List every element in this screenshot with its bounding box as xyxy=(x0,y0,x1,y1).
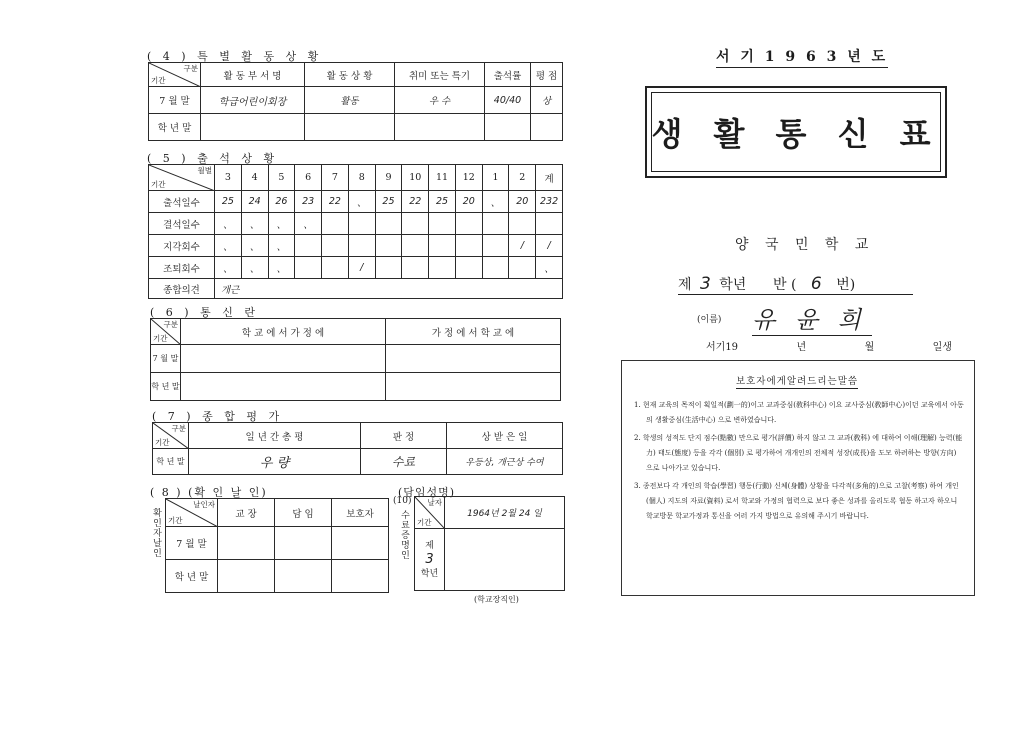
grade-suffix: 번) xyxy=(836,277,856,293)
s5-month: 11 xyxy=(429,165,456,191)
s4-header-attendance: 출석률 xyxy=(485,63,531,87)
s6-cell xyxy=(181,345,386,373)
s8-seal-cell xyxy=(275,527,332,560)
s5-cell: 25 xyxy=(375,191,402,213)
evaluation-table xyxy=(152,422,563,475)
s5-month: 10 xyxy=(402,165,429,191)
s5-cell xyxy=(429,213,456,235)
grade-line xyxy=(678,274,913,295)
s5-cell: 25 xyxy=(215,191,242,213)
completion-table xyxy=(414,496,565,591)
school-name: 양 국 민 학 교 xyxy=(735,237,875,253)
s5-cell-total: 232 xyxy=(536,191,563,213)
notice-item-3: 3. 종전보다 각 개인의 학습(學習) 행동(行動) 신체(身體) 상황을 다각적(多角的)으로 고찰(考察) 하여 개인(個人) 지도의 자료(資料) 로서 학교와 가정의 협력으로 보다 좋은 성과를 올리도록 협동 하고자 하오니 학교방문 학교가정과 통신을 여러 가지 방법으로 유의해 주시기 바랍니다. xyxy=(634,482,959,520)
s5-month: 6 xyxy=(295,165,322,191)
s4-header-status: 활 동 상 황 xyxy=(305,63,395,87)
s5-cell-total: / xyxy=(536,235,563,257)
s6-header-home: 가 정 에 서 학 교 에 xyxy=(386,319,561,345)
s10-num: (10) xyxy=(393,496,412,506)
grade-mid: 학년 반 ( xyxy=(719,277,797,293)
s5-row-label: 결석일수 xyxy=(149,213,215,235)
s5-cell xyxy=(455,257,482,279)
s4-corner: 구분 기간 xyxy=(149,63,201,87)
s5-cell xyxy=(429,257,456,279)
seal-table xyxy=(165,498,389,593)
s4-cell xyxy=(201,114,305,141)
s5-cell xyxy=(348,213,375,235)
s5-cell xyxy=(455,235,482,257)
s5-cell xyxy=(295,257,322,279)
s8-seal-cell xyxy=(332,527,389,560)
s5-row-label: 지각회수 xyxy=(149,235,215,257)
s10-corner: 날자 기간 xyxy=(415,497,445,529)
s5-cell: 、 xyxy=(241,213,268,235)
s5-cell xyxy=(322,257,349,279)
s5-cell: / xyxy=(509,235,536,257)
s10-grade-prefix: 제 xyxy=(425,540,434,551)
s5-cell xyxy=(482,257,509,279)
s5-cell: 、 xyxy=(241,235,268,257)
s5-summary-value: 개근 xyxy=(215,279,563,299)
s7-header-overall: 일 년 간 총 평 xyxy=(189,423,361,449)
s7-overall-value: 우 량 xyxy=(189,449,361,475)
s5-cell xyxy=(295,235,322,257)
s8-seal-cell xyxy=(332,560,389,593)
s5-cell: 、 xyxy=(295,213,322,235)
s8-seal-cell xyxy=(275,560,332,593)
s6-corner: 구분 기간 xyxy=(151,319,181,345)
s8-title: ( 8 ) (확 인 날 인) xyxy=(150,486,268,499)
s10-stamp-label: (학교장직인) xyxy=(474,595,519,604)
s5-cell xyxy=(375,235,402,257)
s8-header-teacher: 담 임 xyxy=(275,499,332,527)
grade-value: 3 xyxy=(699,274,711,294)
s5-summary-label: 종합의견 xyxy=(149,279,215,299)
s5-cell: 26 xyxy=(268,191,295,213)
s7-judgement-value: 수료 xyxy=(361,449,447,475)
s5-month: 8 xyxy=(348,165,375,191)
s5-month: 5 xyxy=(268,165,295,191)
notice-item-2: 2. 학생의 성적도 단지 점수(點數) 만으로 평가(評價) 하지 않고 그 교과(敎科) 에 대하여 이해(理解) 능력(能力) 태도(態度) 등을 각각 (個別) 로 평가하여 개개인의 전체적 성장(成長)을 도모 하려하는 방향(方向) 으로 나아가고 있습니다. xyxy=(634,434,963,472)
s4-cell xyxy=(531,114,563,141)
s5-cell: 22 xyxy=(322,191,349,213)
s6-cell xyxy=(181,373,386,401)
year-title: 서 기 1 9 6 3 년 도 xyxy=(716,46,888,68)
student-name: 유 윤 희 xyxy=(752,300,872,336)
s5-cell-total xyxy=(536,213,563,235)
s5-corner: 월별 기간 xyxy=(149,165,215,191)
s5-cell xyxy=(455,213,482,235)
title-frame xyxy=(645,86,947,178)
s5-cell xyxy=(375,213,402,235)
s5-cell: 、 xyxy=(215,257,242,279)
s5-month: 2 xyxy=(509,165,536,191)
s4-cell xyxy=(305,114,395,141)
s6-cell xyxy=(386,345,561,373)
s10-grade-suffix: 학년 xyxy=(420,568,439,579)
notice-box xyxy=(621,360,975,596)
s4-cell-attendance: 40/40 xyxy=(485,87,531,114)
s5-cell xyxy=(509,257,536,279)
s5-month: 9 xyxy=(375,165,402,191)
s5-cell xyxy=(348,235,375,257)
s5-month: 12 xyxy=(455,165,482,191)
s4-cell xyxy=(485,114,531,141)
s10-title: (담임성명) xyxy=(398,486,456,499)
s5-month: 3 xyxy=(215,165,242,191)
attendance-table xyxy=(148,164,563,299)
s6-row-label: 학 년 말 xyxy=(151,373,181,401)
birth-year: 년 xyxy=(796,342,807,353)
s4-row-label: 학 년 말 xyxy=(149,114,201,141)
class-number: 6 xyxy=(810,274,822,294)
s4-cell-status: 활동 xyxy=(305,87,395,114)
s5-month: 4 xyxy=(241,165,268,191)
s7-header-judgement: 판 정 xyxy=(361,423,447,449)
name-label: (이름) xyxy=(697,315,722,325)
s6-title: ( 6 ) 통 신 란 xyxy=(150,306,259,319)
s7-row-label: 학 년 말 xyxy=(153,449,189,475)
special-activities-table xyxy=(148,62,563,141)
s8-corner: 날인자 기간 xyxy=(166,499,218,527)
s4-cell xyxy=(395,114,485,141)
s6-row-label: 7 월 말 xyxy=(151,345,181,373)
s5-cell: 、 xyxy=(268,257,295,279)
s5-cell xyxy=(322,235,349,257)
s5-cell xyxy=(429,235,456,257)
s5-cell: 24 xyxy=(241,191,268,213)
birth-line xyxy=(706,338,952,353)
s5-cell-total: 、 xyxy=(536,257,563,279)
s5-cell xyxy=(402,213,429,235)
s4-header-grade: 평 점 xyxy=(531,63,563,87)
s5-cell: 22 xyxy=(402,191,429,213)
s5-cell xyxy=(402,235,429,257)
s5-title: ( 5 ) 출 석 상 황 xyxy=(147,152,279,165)
s5-cell xyxy=(509,213,536,235)
s4-row-label: 7 월 말 xyxy=(149,87,201,114)
s5-month: 7 xyxy=(322,165,349,191)
s5-cell: 、 xyxy=(268,213,295,235)
s8-header-guardian: 보호자 xyxy=(332,499,389,527)
s5-cell: 、 xyxy=(215,213,242,235)
s5-month: 1 xyxy=(482,165,509,191)
s5-cell: 、 xyxy=(482,191,509,213)
birth-day: 일생 xyxy=(932,342,952,353)
notice-item-1: 1. 현재 교육의 목적이 획일적(劃一的)이고 교과중심(敎科中心) 이요 교사중심(敎師中心)이던 교육에서 아동의 생활중심(生活中心) 으로 변하였습니다. xyxy=(634,401,964,424)
s7-corner: 구분 기간 xyxy=(153,423,189,449)
s5-cell xyxy=(402,257,429,279)
s8-header-principal: 교 장 xyxy=(218,499,275,527)
s5-month-total: 계 xyxy=(536,165,563,191)
s4-header-hobby: 취미 또는 특기 xyxy=(395,63,485,87)
s8-row-label: 학 년 말 xyxy=(166,560,218,593)
s5-cell xyxy=(482,235,509,257)
s5-cell: 20 xyxy=(509,191,536,213)
s7-title: ( 7 ) 종 합 평 가 xyxy=(152,410,284,423)
s6-header-school: 학 교 에 서 가 정 에 xyxy=(181,319,386,345)
s5-cell: 、 xyxy=(268,235,295,257)
s5-cell: 、 xyxy=(215,235,242,257)
s4-cell-dept: 학급어린이회장 xyxy=(201,87,305,114)
s10-side-label: 수료증명인 xyxy=(399,510,409,560)
s4-cell-hobby: 우 수 xyxy=(395,87,485,114)
s5-cell: / xyxy=(348,257,375,279)
s5-row-label: 출석일수 xyxy=(149,191,215,213)
s8-side-label: 확인자날인 xyxy=(151,508,161,558)
s8-row-label: 7 월 말 xyxy=(166,527,218,560)
birth-era: 서기19 xyxy=(706,342,739,353)
s6-cell xyxy=(386,373,561,401)
s5-cell xyxy=(375,257,402,279)
main-title: 생 활 통 신 표 xyxy=(651,92,941,172)
s10-date: 1964년 2월 24 일 xyxy=(445,497,565,529)
communication-table xyxy=(150,318,561,401)
s5-cell xyxy=(322,213,349,235)
s5-row-label: 조퇴회수 xyxy=(149,257,215,279)
s5-cell: 、 xyxy=(348,191,375,213)
s5-cell: 20 xyxy=(455,191,482,213)
s10-grade-cell xyxy=(415,529,445,591)
s4-cell-grade: 상 xyxy=(531,87,563,114)
grade-prefix: 제 xyxy=(678,277,692,293)
s4-header-dept: 활 동 부 서 명 xyxy=(201,63,305,87)
s10-seal-cell xyxy=(445,529,565,591)
s10-grade-value: 3 xyxy=(425,551,434,567)
s4-title: ( 4 ) 특 별 활 동 상 황 xyxy=(147,50,323,63)
s8-seal-cell xyxy=(218,527,275,560)
birth-month: 월 xyxy=(864,342,875,353)
s8-seal-cell xyxy=(218,560,275,593)
s5-cell: 23 xyxy=(295,191,322,213)
notice-title: 보호자에게알려드리는말씀 xyxy=(735,376,859,387)
s7-awards-value: 우등상, 개근상 수여 xyxy=(447,449,563,475)
s5-cell xyxy=(482,213,509,235)
s5-cell: 25 xyxy=(429,191,456,213)
s5-cell: 、 xyxy=(241,257,268,279)
notice-body xyxy=(630,398,964,524)
s7-header-awards: 상 받 은 일 xyxy=(447,423,563,449)
